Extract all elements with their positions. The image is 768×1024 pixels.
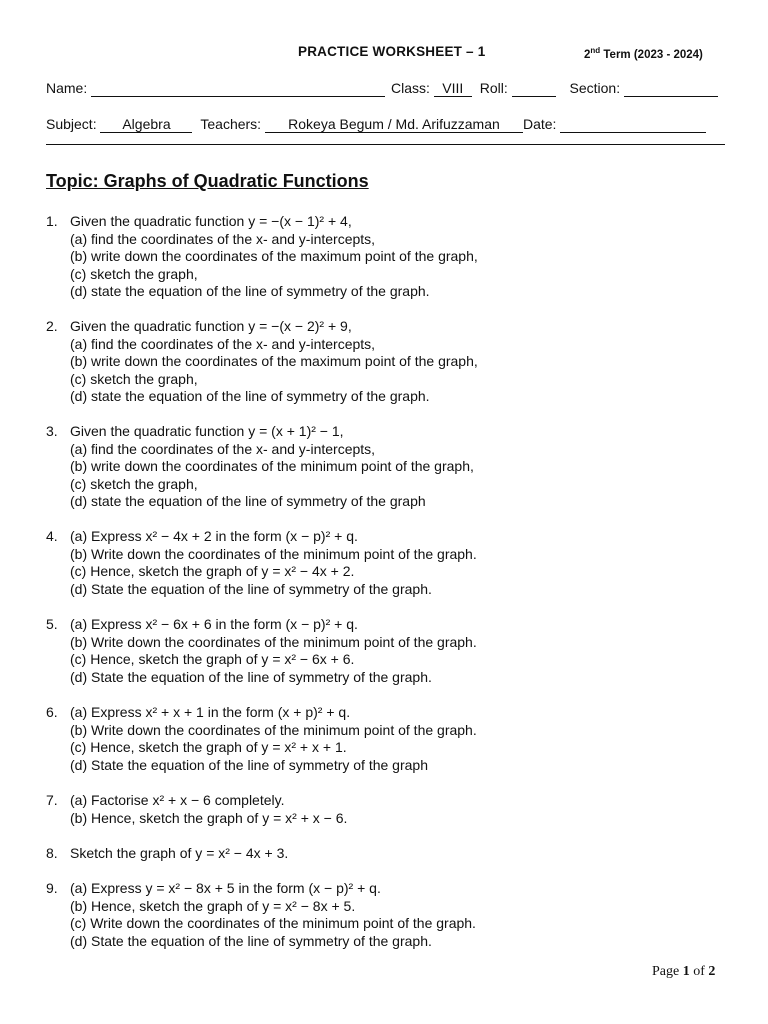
question-number: 8. <box>46 845 58 861</box>
header-divider <box>46 144 725 145</box>
class-field[interactable]: VIII <box>434 80 472 97</box>
subject-label: Subject: <box>46 116 97 132</box>
teachers-field[interactable]: Rokeya Begum / Md. Arifuzzaman <box>265 116 523 133</box>
question-line: (a) find the coordinates of the x- and y-intercepts, <box>70 230 376 247</box>
question-line: (b) Hence, sketch the graph of y = x² + x − 6. <box>70 809 348 826</box>
question-line: (d) State the equation of the line of symmetry of the graph. <box>70 932 432 949</box>
term-years: Term (2023 - 2024) <box>600 48 703 61</box>
question-line: (a) Express y = x² − 8x + 5 in the form (x − p)² + q. <box>70 880 381 896</box>
question-line: (d) State the equation of the line of symmetry of the graph. <box>70 668 432 685</box>
question-item <box>46 423 474 511</box>
term-ordinal: 2 <box>584 48 591 61</box>
question-line: (b) write down the coordinates of the maximum point of the graph, <box>70 353 478 370</box>
question-line: (a) find the coordinates of the x- and y-intercepts, <box>70 335 376 352</box>
question-line: (b) Hence, sketch the graph of y = x² − 8x + 5. <box>70 897 356 914</box>
class-label: Class: <box>391 80 430 96</box>
question-line: (a) Express x² − 6x + 6 in the form (x − p)² + q. <box>70 616 358 632</box>
question-item <box>46 528 477 598</box>
date-field[interactable] <box>560 118 706 133</box>
question-line: (c) Hence, sketch the graph of y = x² + x + 1. <box>70 739 347 756</box>
question-line: (b) write down the coordinates of the minimum point of the graph, <box>70 458 474 475</box>
question-line: (c) Write down the coordinates of the minimum point of the graph. <box>70 915 476 932</box>
topic-heading: Topic: Graphs of Quadratic Functions <box>46 171 369 191</box>
question-number: 4. <box>46 528 58 544</box>
question-line: (b) Write down the coordinates of the minimum point of the graph. <box>70 721 477 738</box>
question-line: (a) Express x² + x + 1 in the form (x + p)² + q. <box>70 704 351 720</box>
info-row-1 <box>46 80 718 97</box>
question-line: (b) write down the coordinates of the maximum point of the graph, <box>70 248 478 265</box>
question-number: 7. <box>46 792 58 808</box>
question-line: (c) sketch the graph, <box>70 370 198 387</box>
question-line: (a) Express x² − 4x + 2 in the form (x − p)² + q. <box>70 528 358 544</box>
question-line: (d) State the equation of the line of symmetry of the graph <box>70 756 428 773</box>
question-line: (d) state the equation of the line of symmetry of the graph. <box>70 388 430 405</box>
page-number: 1 <box>682 964 690 979</box>
roll-field[interactable] <box>512 82 556 97</box>
section-label: Section: <box>569 80 621 96</box>
date-label: Date: <box>522 116 557 132</box>
question-number: 3. <box>46 423 58 439</box>
section-field[interactable] <box>624 82 718 97</box>
question-number: 9. <box>46 880 58 896</box>
page-word: Page <box>652 964 680 979</box>
question-item <box>46 213 478 301</box>
info-row-2 <box>46 116 706 133</box>
question-line: (d) state the equation of the line of symmetry of the graph <box>70 493 426 510</box>
roll-label: Roll: <box>479 80 508 96</box>
term-label <box>584 46 703 61</box>
question-item <box>46 880 476 950</box>
question-item <box>46 792 347 827</box>
question-line: (d) State the equation of the line of symmetry of the graph. <box>70 580 432 597</box>
question-line: (a) Factorise x² + x − 6 completely. <box>70 792 285 808</box>
question-line: Given the quadratic function y = −(x − 2)² + 9, <box>70 318 352 334</box>
question-item <box>46 704 477 774</box>
name-field[interactable] <box>91 82 385 97</box>
question-item <box>46 318 478 406</box>
question-number: 2. <box>46 318 58 334</box>
question-line: (a) find the coordinates of the x- and y-intercepts, <box>70 440 376 457</box>
question-item <box>46 845 288 863</box>
of-word: of <box>693 964 705 979</box>
teachers-label: Teachers: <box>200 116 262 132</box>
question-line: Given the quadratic function y = (x + 1)² − 1, <box>70 423 344 439</box>
question-number: 6. <box>46 704 58 720</box>
question-line: (c) sketch the graph, <box>70 475 198 492</box>
question-item <box>46 616 477 686</box>
subject-field[interactable]: Algebra <box>100 116 192 133</box>
question-line: (d) state the equation of the line of symmetry of the graph. <box>70 283 430 300</box>
page-footer <box>652 964 715 980</box>
question-number: 5. <box>46 616 58 632</box>
worksheet-title: PRACTICE WORKSHEET – 1 <box>298 44 486 59</box>
question-line: (c) Hence, sketch the graph of y = x² − 4x + 2. <box>70 563 355 580</box>
question-line: Sketch the graph of y = x² − 4x + 3. <box>70 845 289 861</box>
question-line: (c) sketch the graph, <box>70 265 198 282</box>
question-number: 1. <box>46 213 58 229</box>
name-label: Name: <box>46 80 88 96</box>
question-line: (b) Write down the coordinates of the minimum point of the graph. <box>70 633 477 650</box>
question-line: (c) Hence, sketch the graph of y = x² − 6x + 6. <box>70 651 355 668</box>
question-line: (b) Write down the coordinates of the minimum point of the graph. <box>70 545 477 562</box>
question-line: Given the quadratic function y = −(x − 1)² + 4, <box>70 213 352 229</box>
term-ordinal-suffix: nd <box>590 46 601 55</box>
page-total: 2 <box>708 964 716 979</box>
